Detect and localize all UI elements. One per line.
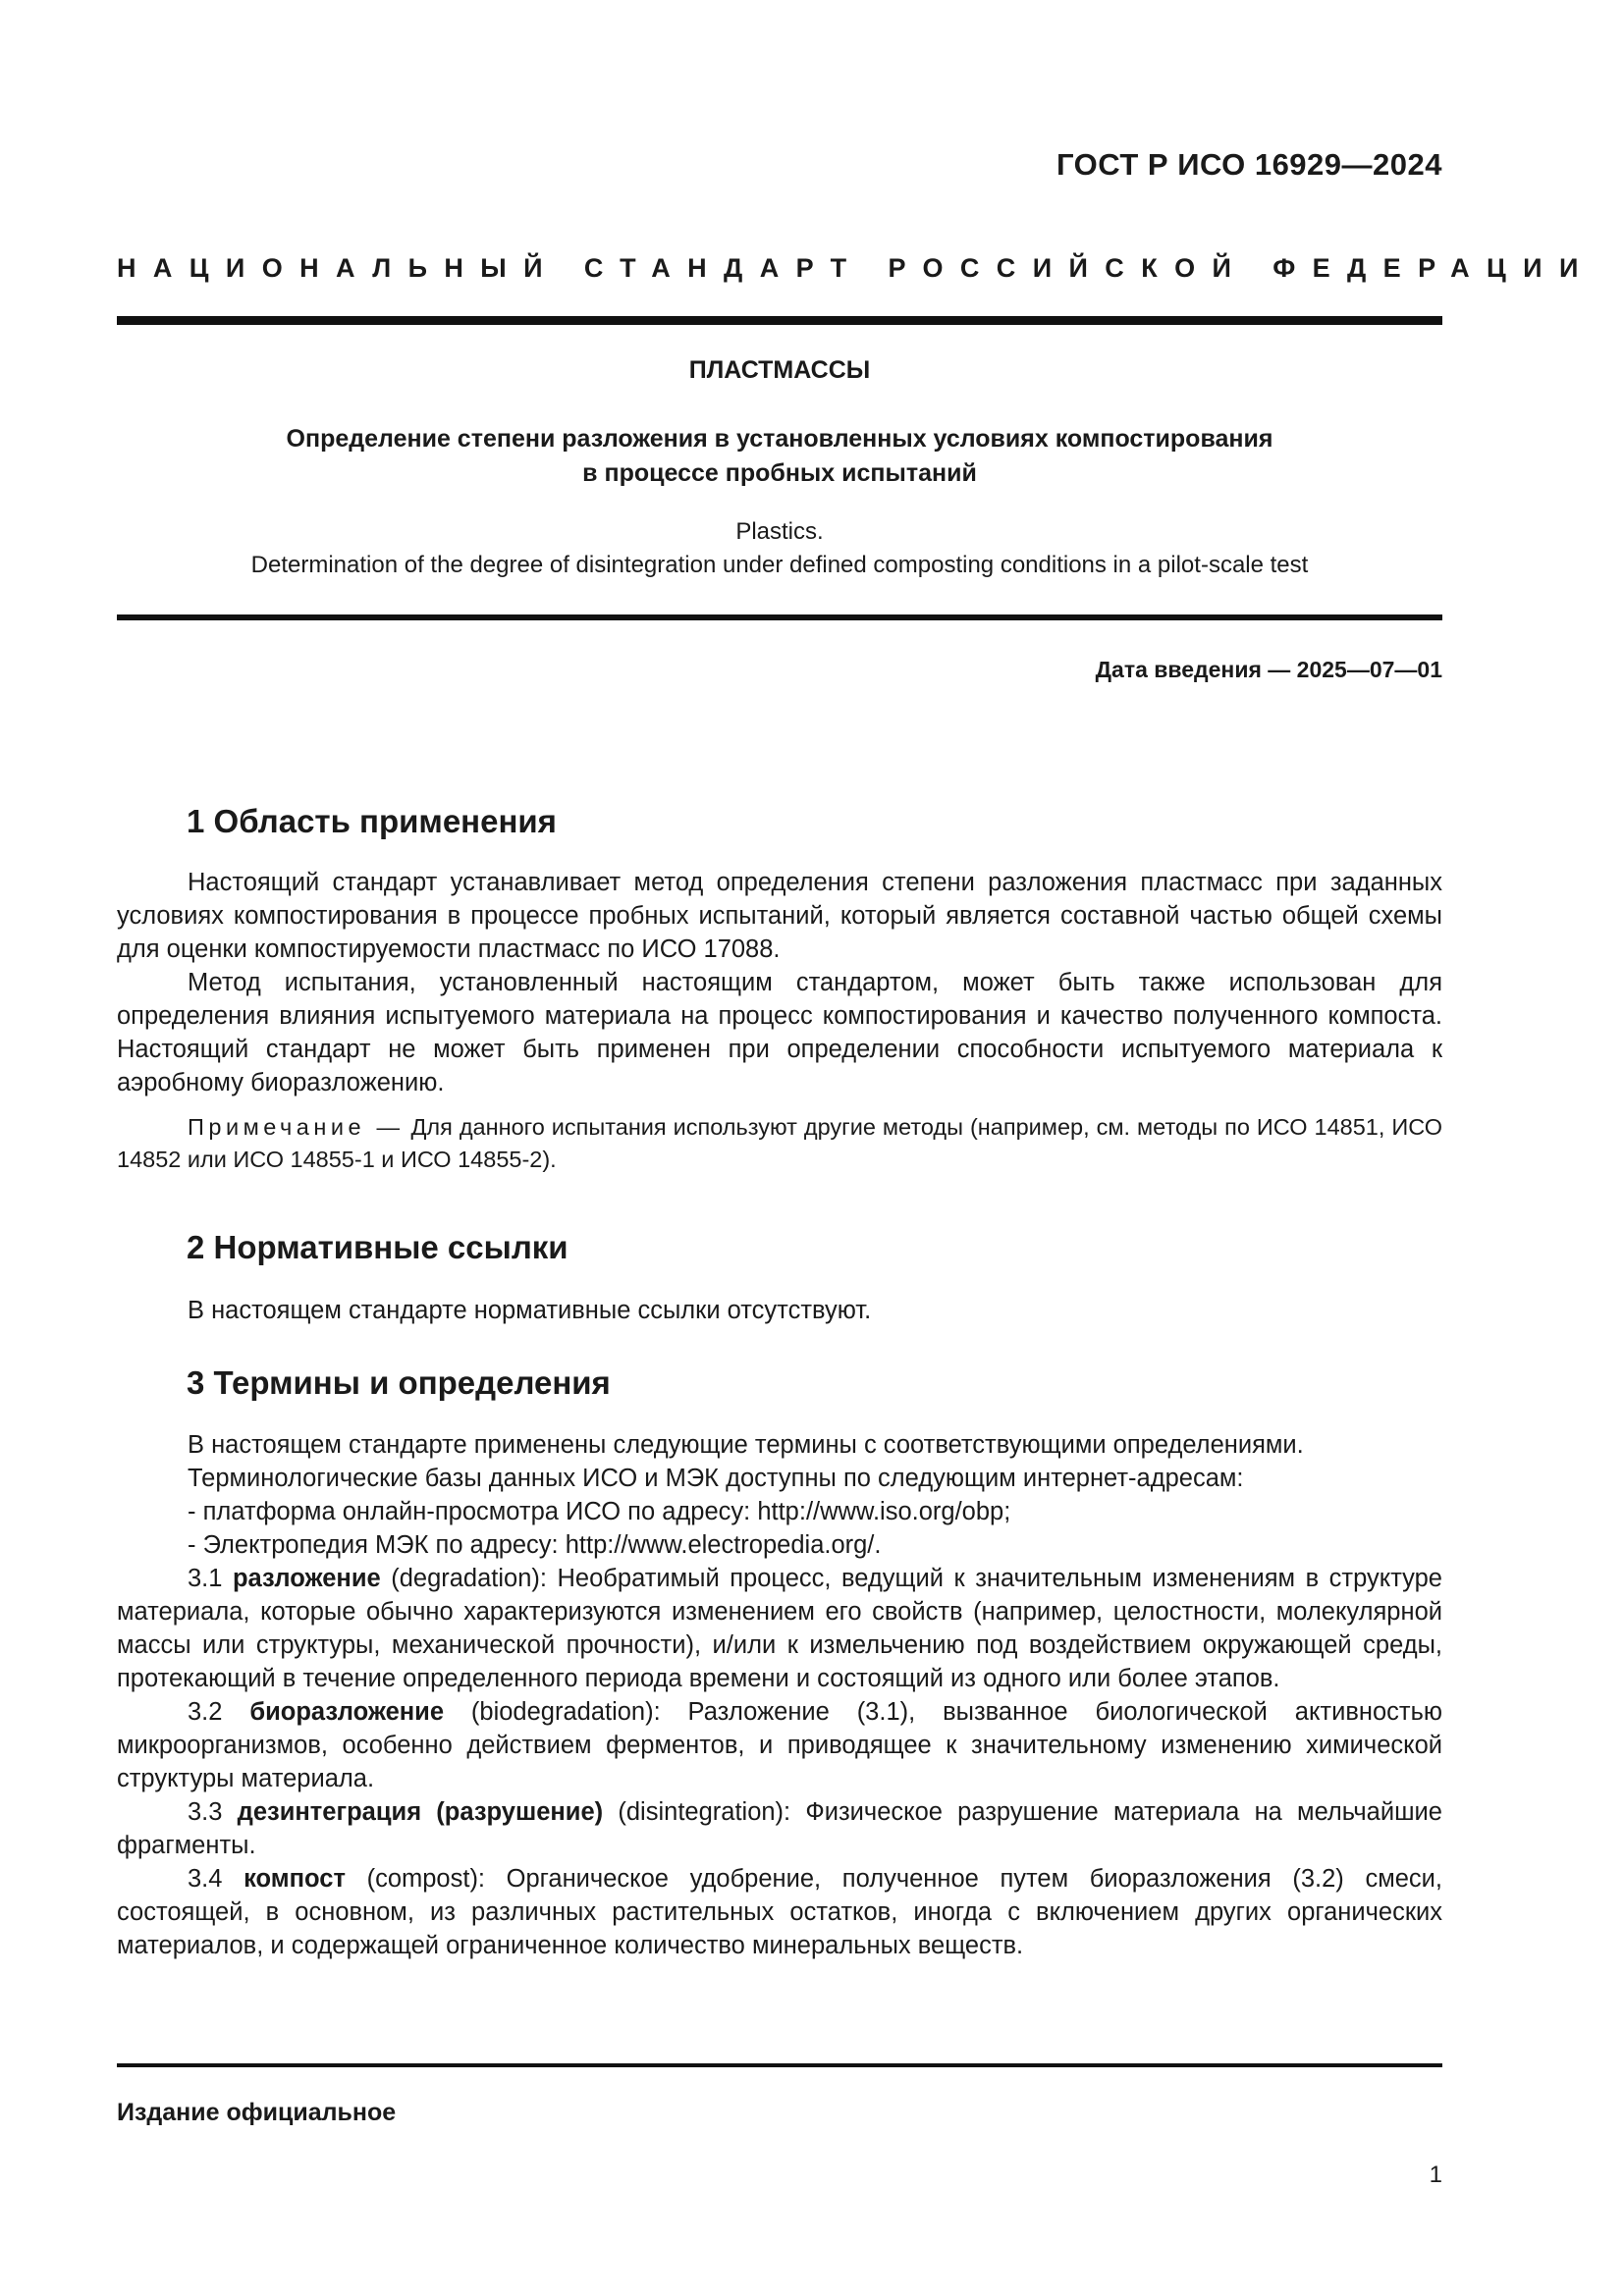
paragraph: Метод испытания, установленный настоящим стандартом, может быть также использован для определения влияния испытуемого материала на процесс компостирования и качество полученного компоста. Настоящий стандарт не может быть применен при определении способности испытуемого материала к аэробному биоразложению. — [117, 969, 1442, 1096]
term-name: биоразложение — [249, 1698, 445, 1726]
term-number: 3.3 — [188, 1798, 238, 1826]
document-subtitle — [117, 422, 1442, 491]
note-label: Примечание — — [188, 1114, 405, 1140]
section-1-body — [117, 866, 1442, 1099]
term-definition — [117, 1795, 1442, 1862]
terms-list — [117, 1562, 1442, 1962]
term-text: (biodegradation): Разложение (3.1), вызванное биологической активностью микроорганизмов, особенно действием ферментов, и приводящее к значительному изменению химической структуры материала. — [117, 1698, 1442, 1792]
term-text: (compost): Органическое удобрение, полученное путем биоразложения (3.2) смеси, состоящей, в основном, из различных растительных остатков, иногда с включением других органических материалов, и содержащей ограниченное количество минеральных веществ. — [117, 1865, 1442, 1959]
document-title: ПЛАСТМАССЫ — [688, 356, 871, 384]
term-number: 3.2 — [188, 1698, 250, 1726]
document-code: ГОСТ Р ИСО 16929—2024 — [1056, 147, 1442, 182]
term-number: 3.1 — [188, 1565, 233, 1592]
subtitle-line: в процессе пробных испытаний — [582, 459, 977, 487]
term-definition — [117, 1862, 1442, 1962]
english-title — [117, 515, 1442, 582]
national-standard-banner: НАЦИОНАЛЬНЫЙ СТАНДАРТ РОССИЙСКОЙ ФЕДЕРАЦИИ — [117, 253, 1596, 283]
divider-title — [117, 614, 1442, 620]
official-edition-label: Издание официальное — [117, 2099, 397, 2126]
divider-footer — [117, 2063, 1442, 2067]
paragraph: Настоящий стандарт устанавливает метод определения степени разложения пластмасс при заданных условиях компостирования в процессе пробных испытаний, который является составной частью общей схемы для оценки компостируемости пластмасс по ИСО 17088. — [117, 869, 1442, 963]
term-name: дезинтеграция (разрушение) — [237, 1798, 604, 1826]
term-number: 3.4 — [188, 1865, 244, 1893]
divider-top — [117, 316, 1442, 325]
term-name: разложение — [232, 1565, 381, 1592]
intro-line: Терминологические базы данных ИСО и МЭК доступны по следующим интернет-адресам: — [188, 1465, 1244, 1492]
english-title-line: Plastics. — [735, 518, 824, 545]
term-definition — [117, 1695, 1442, 1795]
section-2-body — [117, 1294, 1442, 1327]
term-text: (disintegration): Физическое разрушение материала на мельчайшие фрагменты. — [117, 1798, 1442, 1859]
page-number: 1 — [1429, 2162, 1442, 2188]
introduction-date: Дата введения — 2025—07—01 — [1095, 657, 1442, 682]
note-text: Для данного испытания используют другие методы (например, см. методы по ИСО 14851, ИСО 14852 или ИСО 14855-1 и ИСО 14855-2). — [117, 1114, 1442, 1172]
section-1-heading: 1 Область применения — [187, 803, 557, 839]
section-3-intro — [188, 1428, 1304, 1562]
intro-line: - платформа онлайн-просмотра ИСО по адресу: http://www.iso.org/obp; — [188, 1498, 1011, 1525]
intro-line: В настоящем стандарте применены следующие термины с соответствующими определениями. — [188, 1431, 1304, 1459]
section-2-heading: 2 Нормативные ссылки — [187, 1229, 568, 1265]
term-text: (degradation): Необратимый процесс, ведущий к значительным изменениям в структуре материала, которые обычно характеризуются изменением его свойств (например, целостности, молекулярной массы или структуры, механической прочности), и/или к измельчению под воздействием окружающей среды, протекающий в течение определенного периода времени и состоящий из одного или более этапов. — [117, 1565, 1442, 1692]
paragraph: В настоящем стандарте нормативные ссылки отсутствуют. — [188, 1297, 872, 1324]
english-title-line: Determination of the degree of disintegration under defined composting conditions in a pilot-scale test — [250, 552, 1309, 578]
subtitle-line: Определение степени разложения в установленных условиях компостирования — [286, 425, 1273, 453]
section-1-note — [117, 1111, 1442, 1176]
term-definition — [117, 1562, 1442, 1695]
term-name: компост — [244, 1865, 346, 1893]
intro-line: - Электропедия МЭК по адресу: http://www.electropedia.org/. — [188, 1531, 882, 1559]
section-3-heading: 3 Термины и определения — [187, 1364, 611, 1401]
